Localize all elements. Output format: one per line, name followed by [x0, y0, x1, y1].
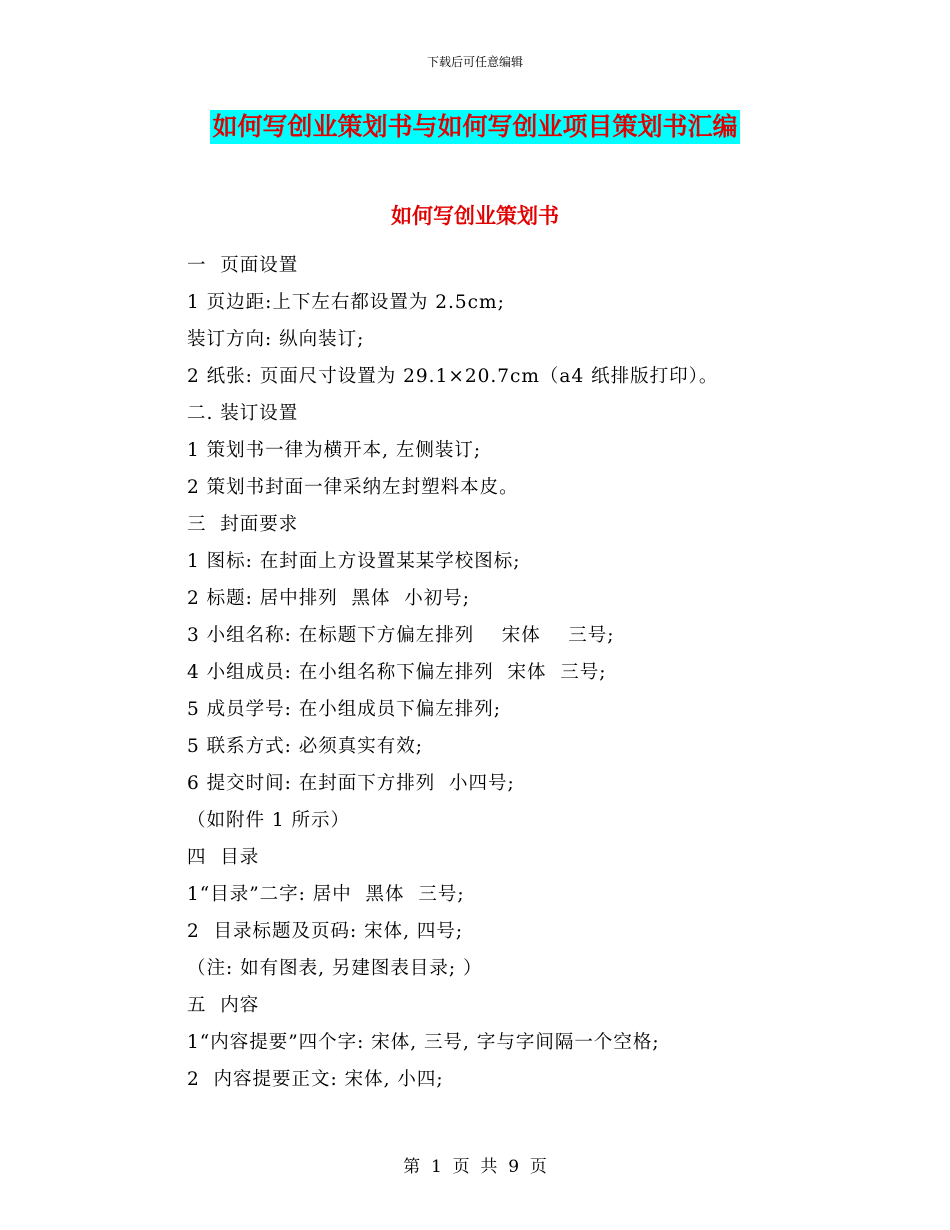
text-line: 2 纸张: 页面尺寸设置为 29.1×20.7cm（a4 纸排版打印）。 [187, 366, 719, 387]
text-line: 4 小组成员: 在小组名称下偏左排列 宋体 三号; [187, 662, 607, 683]
text-line: 2 策划书封面一律采纳左封塑料本皮。 [187, 477, 519, 498]
text-line: 2 标题: 居中排列 黑体 小初号; [187, 588, 471, 609]
section-title: 如何写创业策划书 [391, 204, 559, 228]
text-line: 装订方向: 纵向装订; [187, 329, 365, 350]
main-title-container [0, 110, 950, 144]
text-line: 三 封面要求 [187, 514, 299, 535]
text-line: （注: 如有图表, 另建图表目录; ） [187, 958, 483, 979]
page-header-note: 下载后可任意编辑 [426, 55, 523, 69]
page-number-footer: 第 1 页 共 9 页 [403, 1157, 547, 1177]
body-text [187, 247, 907, 1098]
text-line: 1 策划书一律为横开本, 左侧装订; [187, 440, 482, 461]
text-line: 3 小组名称: 在标题下方偏左排列 宋体 三号; [187, 625, 615, 646]
text-line: （如附件 1 所示） [187, 810, 351, 831]
text-line: 5 联系方式: 必须真实有效; [187, 736, 423, 757]
text-line: 1 图标: 在封面上方设置某某学校图标; [187, 551, 521, 572]
main-title: 如何写创业策划书与如何写创业项目策划书汇编 [210, 110, 739, 144]
text-line: 二. 装订设置 [187, 403, 299, 424]
text-line: 一 页面设置 [187, 255, 299, 276]
text-line: 五 内容 [187, 995, 260, 1016]
text-line: 四 目录 [187, 847, 260, 868]
text-line: 2 目录标题及页码: 宋体, 四号; [187, 921, 464, 942]
text-line: 5 成员学号: 在小组成员下偏左排列; [187, 699, 501, 720]
text-line: 1“目录”二字: 居中 黑体 三号; [187, 884, 465, 905]
text-line: 1 页边距:上下左右都设置为 2.5cm; [187, 292, 505, 313]
text-line: 2 内容提要正文: 宋体, 小四; [187, 1069, 444, 1090]
text-line: 6 提交时间: 在封面下方排列 小四号; [187, 773, 515, 794]
text-line: 1“内容提要”四个字: 宋体, 三号, 字与字间隔一个空格; [187, 1032, 660, 1053]
